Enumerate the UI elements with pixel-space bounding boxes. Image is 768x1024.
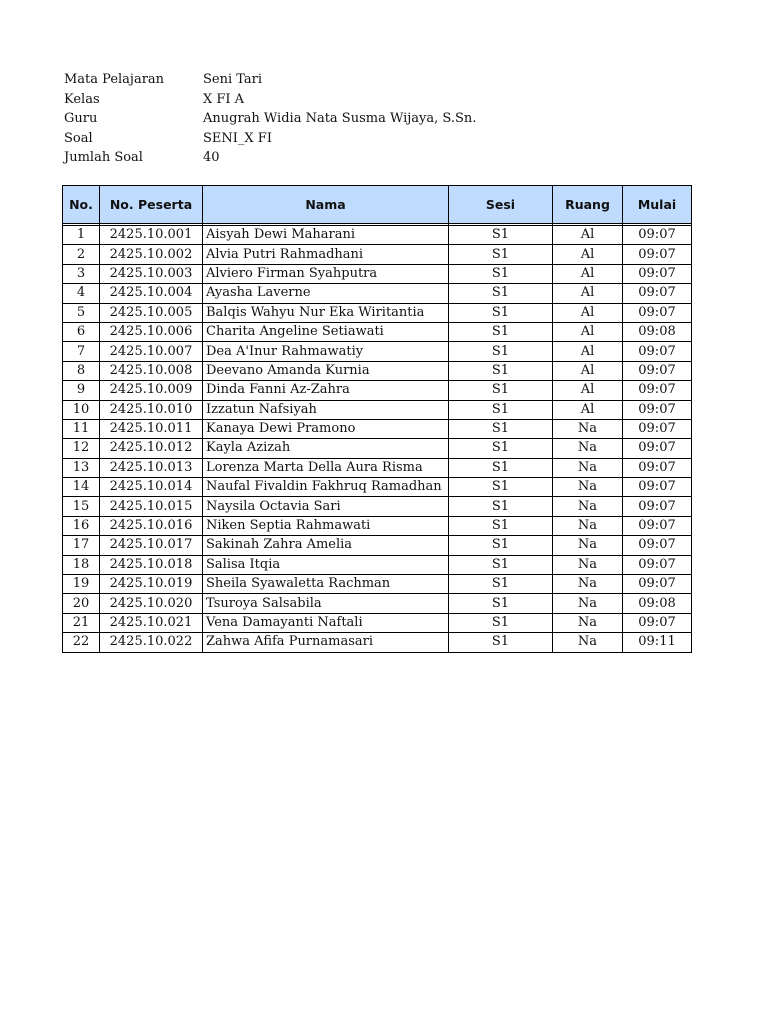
cell-room: Na	[553, 497, 623, 516]
cell-name: Ayasha Laverne	[203, 284, 449, 303]
cell-participant-number: 2425.10.002	[100, 245, 203, 264]
cell-no: 20	[63, 594, 100, 613]
cell-name: Dinda Fanni Az-Zahra	[203, 381, 449, 400]
cell-start: 09:07	[623, 361, 692, 380]
cell-name: Tsuroya Salsabila	[203, 594, 449, 613]
info-label: Jumlah Soal	[64, 150, 143, 165]
cell-name: Aisyah Dewi Maharani	[203, 226, 449, 245]
cell-session: S1	[449, 555, 553, 574]
cell-no: 10	[63, 400, 100, 419]
cell-start: 09:07	[623, 478, 692, 497]
cell-start: 09:07	[623, 400, 692, 419]
cell-session: S1	[449, 322, 553, 341]
cell-room: Na	[553, 594, 623, 613]
info-label: Soal	[64, 130, 93, 146]
table-row	[63, 633, 692, 652]
cell-start: 09:07	[623, 516, 692, 535]
cell-participant-number: 2425.10.003	[100, 264, 203, 283]
cell-start: 09:11	[623, 633, 692, 652]
column-header-name: Nama	[203, 186, 449, 224]
cell-participant-number: 2425.10.004	[100, 284, 203, 303]
table-body	[63, 224, 692, 653]
table-row	[63, 245, 692, 264]
cell-no: 1	[63, 226, 100, 245]
cell-start: 09:07	[623, 226, 692, 245]
cell-no: 15	[63, 497, 100, 516]
cell-participant-number: 2425.10.018	[100, 555, 203, 574]
participant-table	[62, 185, 692, 653]
cell-no: 4	[63, 284, 100, 303]
cell-room: Na	[553, 419, 623, 438]
cell-session: S1	[449, 516, 553, 535]
cell-name: Kayla Azizah	[203, 439, 449, 458]
cell-session: S1	[449, 303, 553, 322]
cell-room: Na	[553, 516, 623, 535]
cell-room: Al	[553, 264, 623, 283]
info-row-teacher	[64, 109, 476, 129]
cell-name: Sheila Syawaletta Rachman	[203, 575, 449, 594]
cell-start: 09:07	[623, 439, 692, 458]
cell-room: Al	[553, 322, 623, 341]
column-header-session: Sesi	[449, 186, 553, 224]
cell-no: 21	[63, 613, 100, 632]
cell-no: 12	[63, 439, 100, 458]
cell-start: 09:07	[623, 613, 692, 632]
cell-session: S1	[449, 361, 553, 380]
cell-name: Izzatun Nafsiyah	[203, 400, 449, 419]
cell-name: Dea A'Inur Rahmawatiy	[203, 342, 449, 361]
cell-name: Naufal Fivaldin Fakhruq Ramadhan	[203, 478, 449, 497]
table-row	[63, 458, 692, 477]
cell-participant-number: 2425.10.013	[100, 458, 203, 477]
cell-no: 18	[63, 555, 100, 574]
cell-session: S1	[449, 284, 553, 303]
cell-room: Na	[553, 478, 623, 497]
cell-start: 09:08	[623, 594, 692, 613]
cell-name: Vena Damayanti Naftali	[203, 613, 449, 632]
cell-no: 17	[63, 536, 100, 555]
cell-no: 3	[63, 264, 100, 283]
cell-session: S1	[449, 226, 553, 245]
cell-start: 09:07	[623, 419, 692, 438]
cell-session: S1	[449, 478, 553, 497]
cell-no: 22	[63, 633, 100, 652]
cell-name: Alviero Firman Syahputra	[203, 264, 449, 283]
info-row-class	[64, 90, 476, 110]
info-label: Guru	[64, 111, 98, 126]
cell-name: Niken Septia Rahmawati	[203, 516, 449, 535]
cell-session: S1	[449, 497, 553, 516]
column-header-participant-number: No. Peserta	[100, 186, 203, 224]
table-row	[63, 478, 692, 497]
info-value: Seni Tari	[203, 72, 263, 87]
cell-start: 09:07	[623, 264, 692, 283]
cell-participant-number: 2425.10.022	[100, 633, 203, 652]
cell-name: Lorenza Marta Della Aura Risma	[203, 458, 449, 477]
cell-room: Na	[553, 439, 623, 458]
cell-participant-number: 2425.10.021	[100, 613, 203, 632]
info-label: Kelas	[64, 91, 100, 107]
cell-no: 6	[63, 322, 100, 341]
cell-start: 09:07	[623, 575, 692, 594]
info-value: X FI A	[203, 91, 245, 107]
cell-name: Deevano Amanda Kurnia	[203, 361, 449, 380]
table-row	[63, 303, 692, 322]
cell-session: S1	[449, 381, 553, 400]
cell-start: 09:07	[623, 381, 692, 400]
table-row	[63, 284, 692, 303]
cell-start: 09:07	[623, 536, 692, 555]
cell-session: S1	[449, 439, 553, 458]
cell-room: Al	[553, 400, 623, 419]
cell-room: Al	[553, 245, 623, 264]
table-row	[63, 439, 692, 458]
table-row	[63, 613, 692, 632]
cell-session: S1	[449, 264, 553, 283]
cell-session: S1	[449, 419, 553, 438]
cell-participant-number: 2425.10.009	[100, 381, 203, 400]
cell-room: Al	[553, 284, 623, 303]
cell-start: 09:07	[623, 245, 692, 264]
cell-no: 2	[63, 245, 100, 264]
table-row	[63, 575, 692, 594]
column-header-start: Mulai	[623, 186, 692, 224]
cell-room: Na	[553, 575, 623, 594]
cell-name: Sakinah Zahra Amelia	[203, 536, 449, 555]
table-row	[63, 536, 692, 555]
table-row	[63, 594, 692, 613]
table-header-row	[63, 186, 692, 224]
cell-participant-number: 2425.10.010	[100, 400, 203, 419]
cell-start: 09:07	[623, 284, 692, 303]
cell-name: Naysila Octavia Sari	[203, 497, 449, 516]
cell-room: Al	[553, 342, 623, 361]
cell-session: S1	[449, 458, 553, 477]
info-value: Anugrah Widia Nata Susma Wijaya, S.Sn.	[203, 111, 477, 126]
cell-start: 09:07	[623, 555, 692, 574]
cell-room: Na	[553, 536, 623, 555]
cell-session: S1	[449, 633, 553, 652]
cell-participant-number: 2425.10.015	[100, 497, 203, 516]
cell-participant-number: 2425.10.020	[100, 594, 203, 613]
table-row	[63, 342, 692, 361]
cell-room: Na	[553, 613, 623, 632]
cell-participant-number: 2425.10.019	[100, 575, 203, 594]
cell-no: 9	[63, 381, 100, 400]
column-header-no: No.	[63, 186, 100, 224]
cell-session: S1	[449, 400, 553, 419]
cell-no: 14	[63, 478, 100, 497]
table-row	[63, 361, 692, 380]
cell-name: Zahwa Afifa Purnamasari	[203, 633, 449, 652]
cell-start: 09:07	[623, 458, 692, 477]
table-row	[63, 322, 692, 341]
info-label: Mata Pelajaran	[64, 72, 165, 87]
table-row	[63, 400, 692, 419]
table-row	[63, 516, 692, 535]
cell-no: 13	[63, 458, 100, 477]
cell-name: Salisa Itqia	[203, 555, 449, 574]
cell-participant-number: 2425.10.007	[100, 342, 203, 361]
info-value: SENI_X FI	[203, 130, 272, 146]
cell-participant-number: 2425.10.005	[100, 303, 203, 322]
cell-session: S1	[449, 613, 553, 632]
cell-name: Alvia Putri Rahmadhani	[203, 245, 449, 264]
cell-participant-number: 2425.10.014	[100, 478, 203, 497]
cell-session: S1	[449, 575, 553, 594]
cell-participant-number: 2425.10.001	[100, 226, 203, 245]
cell-name: Balqis Wahyu Nur Eka Wiritantia	[203, 303, 449, 322]
cell-room: Al	[553, 381, 623, 400]
cell-participant-number: 2425.10.016	[100, 516, 203, 535]
cell-participant-number: 2425.10.017	[100, 536, 203, 555]
table-row	[63, 419, 692, 438]
cell-no: 8	[63, 361, 100, 380]
cell-room: Na	[553, 633, 623, 652]
table-row	[63, 497, 692, 516]
info-row-question-count	[64, 148, 476, 168]
cell-start: 09:07	[623, 497, 692, 516]
cell-participant-number: 2425.10.012	[100, 439, 203, 458]
cell-no: 16	[63, 516, 100, 535]
cell-session: S1	[449, 245, 553, 264]
cell-name: Kanaya Dewi Pramono	[203, 419, 449, 438]
exam-info	[64, 70, 476, 168]
column-header-room: Ruang	[553, 186, 623, 224]
cell-participant-number: 2425.10.006	[100, 322, 203, 341]
cell-session: S1	[449, 594, 553, 613]
cell-no: 7	[63, 342, 100, 361]
table-row	[63, 381, 692, 400]
cell-room: Al	[553, 303, 623, 322]
cell-session: S1	[449, 342, 553, 361]
cell-name: Charita Angeline Setiawati	[203, 322, 449, 341]
cell-no: 11	[63, 419, 100, 438]
cell-participant-number: 2425.10.008	[100, 361, 203, 380]
cell-room: Al	[553, 361, 623, 380]
cell-participant-number: 2425.10.011	[100, 419, 203, 438]
info-row-question-set	[64, 129, 476, 149]
table-row	[63, 226, 692, 245]
table-row	[63, 264, 692, 283]
info-value: 40	[203, 150, 220, 165]
table-row	[63, 555, 692, 574]
cell-room: Na	[553, 458, 623, 477]
cell-session: S1	[449, 536, 553, 555]
cell-start: 09:07	[623, 342, 692, 361]
info-row-subject	[64, 70, 476, 90]
cell-no: 19	[63, 575, 100, 594]
cell-room: Na	[553, 555, 623, 574]
cell-no: 5	[63, 303, 100, 322]
cell-room: Al	[553, 226, 623, 245]
cell-start: 09:08	[623, 322, 692, 341]
cell-start: 09:07	[623, 303, 692, 322]
